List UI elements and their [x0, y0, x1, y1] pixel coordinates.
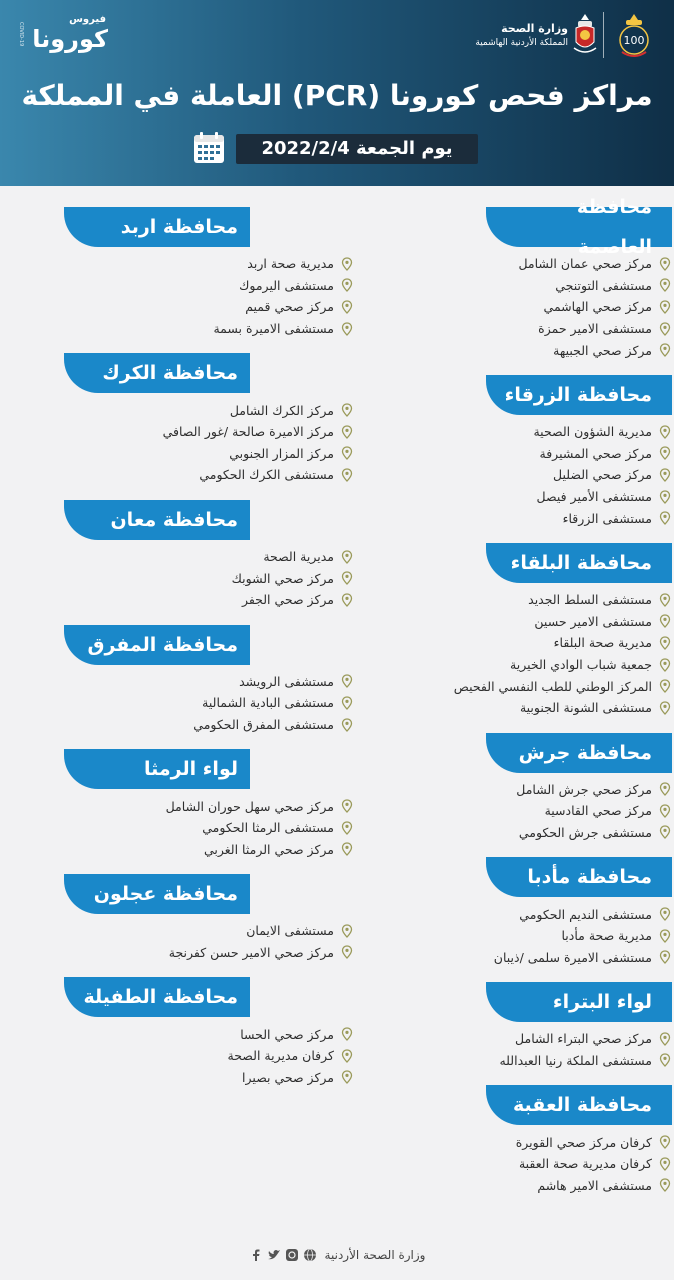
location-pin-icon	[658, 636, 672, 650]
header-banner	[0, 0, 674, 186]
location-pin-icon	[340, 468, 354, 482]
center-name: مديرية الصحة	[263, 549, 334, 565]
list-item	[330, 946, 672, 968]
center-name: مستشفى السلط الجديد	[528, 592, 652, 608]
center-name: مديرية صحة مأدبا	[561, 928, 652, 944]
list-item	[64, 275, 354, 297]
center-list	[64, 253, 354, 339]
location-pin-icon	[658, 446, 672, 460]
location-pin-icon	[658, 1135, 672, 1149]
governorate-title: محافظة جرش	[486, 733, 672, 773]
location-pin-icon	[658, 468, 672, 482]
center-name: مستشفى الامير حسين	[534, 613, 652, 629]
list-item	[330, 654, 672, 676]
ministry-line2: المملكة الأردنية الهاشمية	[475, 38, 568, 48]
page-title: مراكز فحص كورونا (PCR) العاملة في المملكة	[21, 79, 653, 112]
location-pin-icon	[340, 322, 354, 336]
center-list	[330, 589, 652, 719]
list-item	[64, 399, 354, 421]
corona-logo	[18, 14, 108, 54]
center-list	[64, 399, 354, 485]
center-name: المركز الوطني للطب النفسي الفحيص	[453, 678, 652, 694]
center-name: مديرية الشؤون الصحية	[533, 424, 652, 440]
list-item	[330, 779, 672, 801]
center-name: مركز صحي المشيرفة	[539, 445, 652, 461]
list-item	[330, 800, 672, 822]
governorate-section	[64, 874, 354, 963]
center-name: مستشفى اليرموك	[239, 277, 334, 293]
location-pin-icon	[658, 511, 672, 525]
list-item	[64, 296, 354, 318]
center-name: مركز صحي البتراء الشامل	[515, 1031, 652, 1047]
governorate-section	[330, 543, 652, 719]
list-item	[64, 318, 354, 340]
list-item	[64, 546, 354, 568]
location-pin-icon	[658, 701, 672, 715]
location-pin-icon	[658, 1178, 672, 1192]
list-item	[330, 296, 672, 318]
logo-small-text: فيروس	[69, 14, 106, 25]
governorate-title: محافظة العقبة	[486, 1085, 672, 1125]
calendar-icon	[192, 131, 226, 165]
list-item	[330, 1131, 672, 1153]
center-name: مستشفى الايمان	[246, 923, 334, 939]
location-pin-icon	[658, 679, 672, 693]
list-item	[330, 443, 672, 465]
list-item	[64, 1023, 354, 1045]
list-item	[330, 1028, 672, 1050]
center-name: مركز صحي جرش الشامل	[516, 781, 652, 797]
governorate-title: محافظة العاصمة	[486, 207, 672, 247]
location-pin-icon	[340, 718, 354, 732]
facebook-icon[interactable]	[249, 1248, 263, 1262]
list-item	[330, 253, 672, 275]
location-pin-icon	[658, 278, 672, 292]
location-pin-icon	[658, 614, 672, 628]
location-pin-icon	[340, 821, 354, 835]
center-name: مركز المزار الجنوبي	[229, 445, 334, 461]
center-name: مركز صحي الهاشمي	[543, 299, 652, 315]
list-item	[330, 507, 672, 529]
governorate-section	[64, 625, 354, 736]
governorate-section	[64, 207, 354, 339]
location-pin-icon	[340, 1070, 354, 1084]
center-name: مركز صحي الحسا	[240, 1026, 334, 1042]
location-pin-icon	[658, 950, 672, 964]
center-name: مستشفى التوتنجي	[555, 277, 652, 293]
governorate-title: محافظة اربد	[64, 207, 250, 247]
governorate-title: محافظة المفرق	[64, 625, 250, 665]
center-list	[330, 253, 652, 361]
location-pin-icon	[658, 782, 672, 796]
center-name: مستشفى البادية الشمالية	[202, 695, 334, 711]
center-name: مستشفى الامير هاشم	[537, 1177, 652, 1193]
list-item	[330, 318, 672, 340]
governorate-title: محافظة معان	[64, 500, 250, 540]
list-item	[330, 339, 672, 361]
location-pin-icon	[658, 1157, 672, 1171]
list-item	[64, 1066, 354, 1088]
list-item	[330, 1050, 672, 1072]
center-name: مستشفى الرمثا الحكومي	[202, 820, 334, 836]
center-list	[330, 779, 652, 844]
coat-of-arms-icon	[572, 12, 598, 56]
list-item	[330, 697, 672, 719]
location-pin-icon	[340, 550, 354, 564]
location-pin-icon	[658, 1032, 672, 1046]
list-item	[64, 817, 354, 839]
governorate-section	[330, 1085, 652, 1196]
center-name: مستشفى الأمير فيصل	[536, 489, 652, 505]
governorate-section	[64, 749, 354, 860]
center-name: مستشفى الامير حمزة	[538, 321, 652, 337]
location-pin-icon	[658, 1053, 672, 1067]
center-name: مديرية صحة البلقاء	[553, 635, 652, 651]
list-item	[330, 421, 672, 443]
location-pin-icon	[658, 300, 672, 314]
location-pin-icon	[658, 929, 672, 943]
center-list	[330, 1131, 652, 1196]
location-pin-icon	[340, 446, 354, 460]
governorate-title: محافظة الزرقاء	[486, 375, 672, 415]
governorate-title: محافظة مأدبا	[486, 857, 672, 897]
center-name: مستشفى الاميرة بسمة	[213, 321, 334, 337]
list-item	[64, 1045, 354, 1067]
location-pin-icon	[340, 425, 354, 439]
location-pin-icon	[340, 1027, 354, 1041]
center-name: مركز صحي الشوبك	[231, 570, 334, 586]
center-name: مستشفى النديم الحكومي	[519, 906, 652, 922]
list-item	[330, 1153, 672, 1175]
center-list	[330, 903, 652, 968]
center-name: مركز صحي سهل حوران الشامل	[165, 798, 334, 814]
governorate-section	[330, 733, 652, 844]
center-name: مستشفى الزرقاء	[562, 510, 652, 526]
center-name: مركز الكرك الشامل	[229, 402, 334, 418]
center-name: مركز صحي الرمثا الغربي	[203, 841, 334, 857]
list-item	[330, 632, 672, 654]
location-pin-icon	[340, 799, 354, 813]
location-pin-icon	[658, 825, 672, 839]
location-pin-icon	[658, 343, 672, 357]
location-pin-icon	[658, 658, 672, 672]
location-pin-icon	[340, 842, 354, 856]
location-pin-icon	[340, 300, 354, 314]
center-name: كرفان مديرية الصحة	[227, 1048, 334, 1064]
footer-text: وزارة الصحة الأردنية	[324, 1248, 426, 1262]
governorate-title: لواء البتراء	[486, 982, 672, 1022]
list-item	[330, 486, 672, 508]
list-item	[64, 567, 354, 589]
list-item	[64, 920, 354, 942]
center-list	[64, 546, 354, 611]
instagram-icon[interactable]	[285, 1248, 299, 1262]
header-divider	[603, 12, 604, 58]
list-item	[64, 942, 354, 964]
center-name: مستشفى الكرك الحكومي	[199, 467, 334, 483]
svg-text:100: 100	[623, 34, 645, 47]
center-name: مستشفى الملكة رنيا العبدالله	[499, 1052, 652, 1068]
governorate-title: محافظة عجلون	[64, 874, 250, 914]
center-list	[64, 671, 354, 736]
governorate-section	[330, 857, 652, 968]
location-pin-icon	[340, 403, 354, 417]
center-name: مركز صحي الضليل	[553, 467, 652, 483]
centennial-seal-icon	[616, 12, 652, 60]
location-pin-icon	[658, 322, 672, 336]
twitter-icon[interactable]	[267, 1248, 281, 1262]
center-name: مركز صحي القادسية	[544, 803, 652, 819]
list-item	[64, 443, 354, 465]
ministry-line1: وزارة الصحة	[501, 22, 568, 35]
center-list	[64, 795, 354, 860]
center-name: مستشفى الشونة الجنوبية	[519, 700, 652, 716]
center-name: مديرية صحة اربد	[247, 256, 334, 272]
location-pin-icon	[658, 907, 672, 921]
center-name: مركز صحي الجبيهة	[553, 342, 652, 358]
list-item	[330, 1174, 672, 1196]
center-list	[330, 1028, 652, 1071]
center-name: كرفان مديرية صحة العقبة	[518, 1156, 652, 1172]
list-item	[64, 839, 354, 861]
list-item	[330, 589, 672, 611]
governorate-section	[330, 196, 652, 361]
governorate-title: محافظة البلقاء	[486, 543, 672, 583]
center-name: مركز الاميرة صالحة /غور الصافي	[162, 424, 334, 440]
list-item	[64, 671, 354, 693]
right-column	[330, 196, 652, 1210]
governorate-title: محافظة الطفيلة	[64, 977, 250, 1017]
list-item	[330, 675, 672, 697]
location-pin-icon	[340, 278, 354, 292]
location-pin-icon	[658, 804, 672, 818]
location-pin-icon	[658, 593, 672, 607]
logo-vertical-text: COVID-19	[18, 22, 24, 47]
governorate-title: لواء الرمثا	[64, 749, 250, 789]
center-name: مستشفى المفرق الحكومي	[193, 717, 334, 733]
governorate-section	[330, 982, 652, 1071]
list-item	[64, 692, 354, 714]
center-list	[64, 920, 354, 963]
list-item	[330, 903, 672, 925]
center-name: مستشفى جرش الحكومي	[518, 824, 652, 840]
governorate-title: محافظة الكرك	[64, 353, 250, 393]
center-name: مركز صحي الجفر	[241, 592, 334, 608]
center-name: مركز صحي عمان الشامل	[518, 256, 652, 272]
list-item	[330, 925, 672, 947]
governorate-section	[64, 353, 354, 485]
location-pin-icon	[340, 945, 354, 959]
list-item	[64, 714, 354, 736]
location-pin-icon	[340, 674, 354, 688]
globe-icon[interactable]	[303, 1248, 317, 1262]
list-item	[330, 822, 672, 844]
left-column	[64, 207, 354, 1102]
location-pin-icon	[340, 257, 354, 271]
list-item	[64, 795, 354, 817]
center-name: مستشفى الاميرة سلمى /ذيبان	[493, 949, 652, 965]
location-pin-icon	[340, 593, 354, 607]
logo-big-text: كورونا	[32, 25, 108, 53]
center-name: مركز صحي قميم	[245, 299, 334, 315]
location-pin-icon	[658, 425, 672, 439]
list-item	[330, 464, 672, 486]
list-item	[64, 421, 354, 443]
location-pin-icon	[658, 490, 672, 504]
center-name: مركز صحي بصيرا	[242, 1069, 334, 1085]
list-item	[330, 275, 672, 297]
location-pin-icon	[340, 696, 354, 710]
governorate-section	[64, 977, 354, 1088]
center-list	[330, 421, 652, 529]
footer	[0, 1244, 674, 1266]
location-pin-icon	[340, 1049, 354, 1063]
center-list	[64, 1023, 354, 1088]
center-name: كرفان مركز صحي القويرة	[515, 1134, 652, 1150]
ministry-name	[475, 22, 568, 48]
governorate-section	[64, 500, 354, 611]
date-label: يوم الجمعة 2022/2/4	[236, 134, 478, 164]
location-pin-icon	[340, 571, 354, 585]
location-pin-icon	[340, 924, 354, 938]
list-item	[64, 589, 354, 611]
list-item	[330, 611, 672, 633]
center-name: مركز صحي الامير حسن كفرنجة	[168, 944, 334, 960]
list-item	[64, 464, 354, 486]
center-name: مستشفى الرويشد	[239, 673, 334, 689]
location-pin-icon	[658, 257, 672, 271]
governorate-section	[330, 375, 652, 529]
center-name: جمعية شباب الوادي الخيرية	[510, 657, 652, 673]
list-item	[64, 253, 354, 275]
